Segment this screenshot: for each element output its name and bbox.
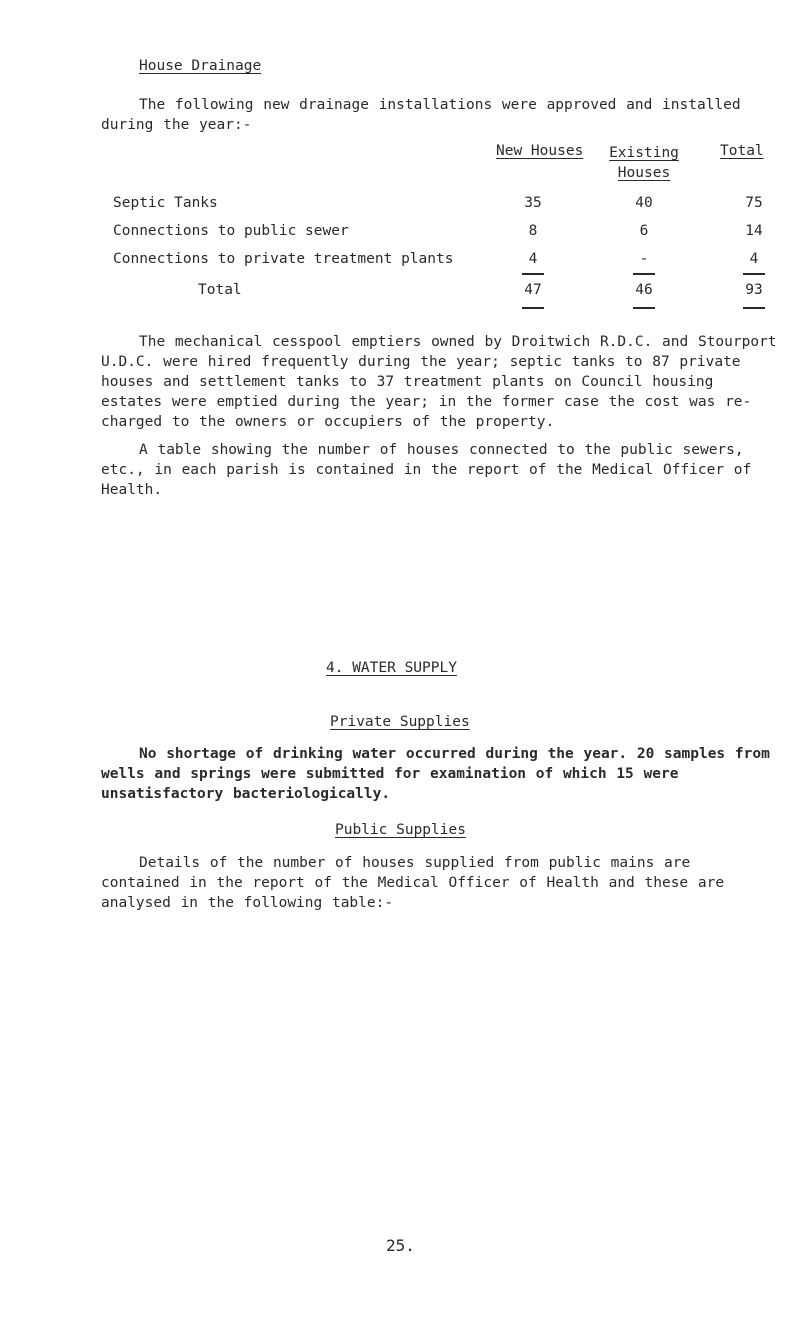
- cell-new: 35: [524, 195, 542, 211]
- private-supplies-paragraph: No shortage of drinking water occurred during the year. 20 samples from wells and springs were submitted for examination of which 15 were unsatisfactory bacteriologically.: [101, 746, 770, 802]
- cesspool-paragraph: The mechanical cesspool emptiers owned by Droitwich R.D.C. and Stourport U.D.C. were hired frequently during the year; septic tanks to 87 private houses and settlement tanks to 37 treatment plants on Council housing estates were emptied during the year; in the former case the cost was re-charged to the owners or occupiers of the property.: [101, 334, 777, 430]
- sum-rule: [743, 273, 765, 275]
- sum-rule: [522, 273, 544, 275]
- sum-rule: [522, 307, 544, 309]
- subheading-public-supplies: Public Supplies: [335, 822, 466, 838]
- subheading-private-supplies: Private Supplies: [330, 714, 470, 730]
- sewers-paragraph: A table showing the number of houses connected to the public sewers, etc., in each parish is contained in the report of the Medical Officer of Health.: [101, 442, 752, 498]
- cell-new: 8: [528, 223, 538, 239]
- col-header-total: Total: [720, 143, 764, 159]
- row-label: Connections to public sewer: [113, 223, 349, 239]
- cell-total: 93: [745, 282, 763, 298]
- cell-existing: 6: [639, 223, 649, 239]
- public-supplies-paragraph: Details of the number of houses supplied from public mains are contained in the report of the Medical Officer of Health and these are analysed in the following table:-: [101, 855, 725, 911]
- cell-total: 75: [745, 195, 763, 211]
- cell-total: 4: [749, 251, 759, 267]
- cell-existing: 40: [635, 195, 653, 211]
- sum-rule: [633, 307, 655, 309]
- col-header-new-houses: New Houses: [496, 143, 584, 159]
- heading-house-drainage: House Drainage: [139, 58, 262, 74]
- page-number: 25.: [386, 1236, 415, 1255]
- intro-paragraph: The following new drainage installations were approved and installed during the year:-: [101, 97, 741, 133]
- sum-rule: [743, 307, 765, 309]
- col-header-existing-houses: Existing Houses: [609, 145, 679, 181]
- cell-total: 14: [745, 223, 763, 239]
- section-title-water-supply: 4. WATER SUPPLY: [326, 660, 457, 676]
- cell-new: 4: [528, 251, 538, 267]
- cell-existing: -: [639, 251, 649, 267]
- cell-existing: 46: [635, 282, 653, 298]
- row-label: Septic Tanks: [113, 195, 218, 211]
- cell-new: 47: [524, 282, 542, 298]
- sum-rule: [633, 273, 655, 275]
- row-label: Connections to private treatment plants: [113, 251, 454, 267]
- total-label: Total: [198, 282, 242, 298]
